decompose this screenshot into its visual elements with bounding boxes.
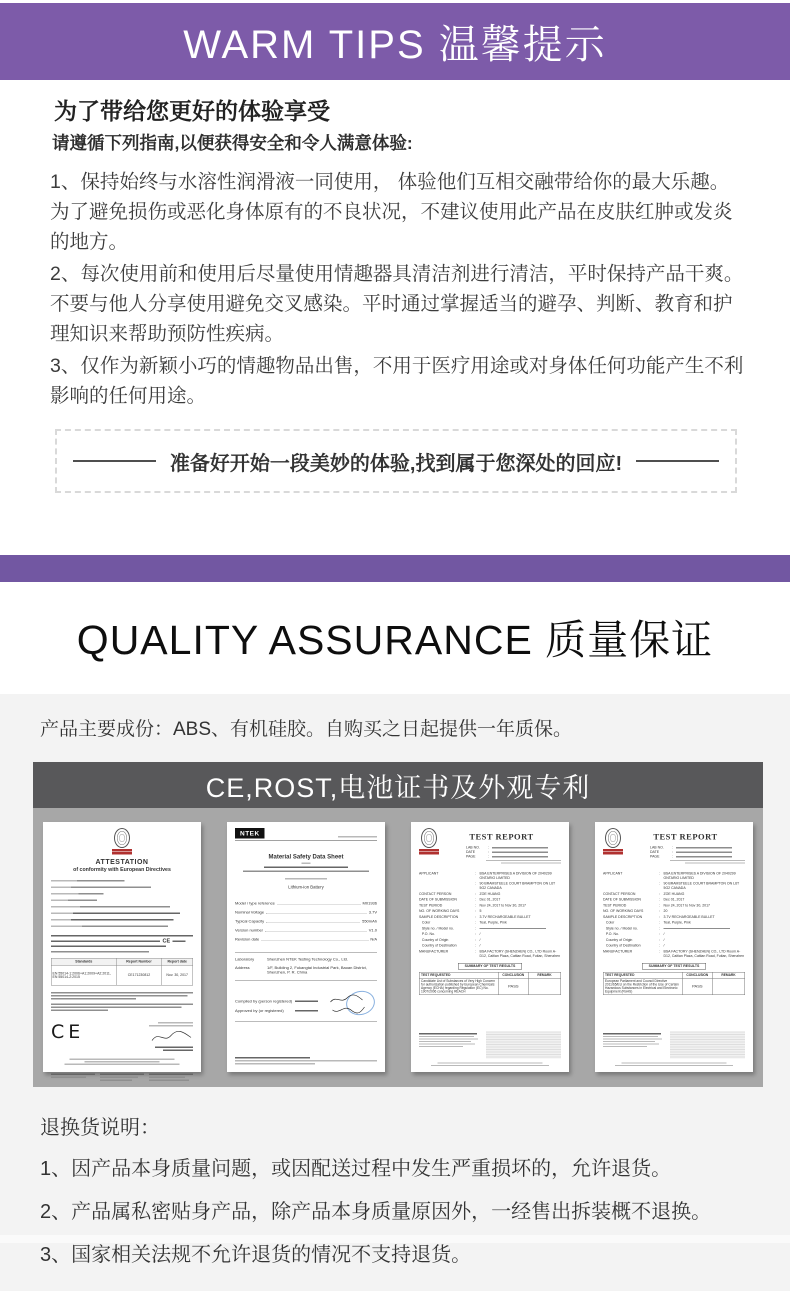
bureau-veritas-seal-icon <box>112 828 132 855</box>
test-report-field-row: DATE OF SUBMISSION : Dec 01, 2017 <box>419 898 501 902</box>
signature-icon <box>150 1030 193 1045</box>
tips-list <box>50 167 745 411</box>
tips-subheading: 请遵循下列指南,以便获得安全和令人满意体验: <box>52 133 413 153</box>
msds-signoff-row: Compiled by (person registered) <box>235 999 377 1004</box>
attestation-signature-block <box>138 1021 193 1053</box>
msds-signoff-row: Approved by (or registered) <box>235 1009 377 1014</box>
msds-spec-row: Nominal Voltage 3.7V <box>235 910 377 915</box>
test-report-fields <box>419 870 561 958</box>
test-report-field-row: APPLICANT : BSA ENTERPRISES A DIVISION OF 2040299 ONTARIO LIMITED <box>603 871 736 880</box>
msds-info-row: Laboratory Shenzhen NTEK Testing Technology Co., Ltd. <box>235 957 349 962</box>
attestation-footer-columns <box>51 1072 193 1083</box>
certificates-box <box>33 762 763 1087</box>
msds-product: Lithium-ion Battery <box>288 884 324 890</box>
ce-mark: CE <box>51 1020 85 1043</box>
test-report-field-row: MANUFACTURER : BSA FACTORY (SHENZHEN) CO., LTD Room A-D12, Caitian Plaza, Caitian Road, Futian, Shenzhen <box>603 949 745 958</box>
msds-spec-row: Model / type reference M01936 <box>235 901 377 906</box>
attestation-paragraph-lines <box>51 934 193 955</box>
msds-info-list <box>235 953 377 975</box>
summary-of-results-box: SUMMARY OF TEST RESULTS <box>642 963 706 970</box>
test-report-field-row: CONTACT PERSON : ZOE HUANG <box>603 892 685 896</box>
test-requested-cell: Candidate List of Substances of Very High Concern for authorization published by European Chemicals Agency (ECHA) regarding Regulation (EC) No. 1907/2006 concerning REACH <box>419 978 498 995</box>
test-report-field-row: TEST PERIOD : Nov 24, 2017 to Nov 30, 2017 <box>603 903 711 908</box>
test-report-field-row: Style no. / Model no. : <box>603 926 745 931</box>
purple-divider-band <box>0 555 790 582</box>
attestation-th-date: Report date <box>162 958 193 965</box>
msds-spec-row: Typical Capacity 550mAh <box>235 919 377 924</box>
attestation-report-number: CE171230812 <box>116 965 161 985</box>
test-report-field-row: Country of Origin : / <box>419 938 481 942</box>
msds-info-row: Address 1/F, Building 2, Fukangtai Industrial Park, Baoan District, Shenzhen, P. R. China <box>235 965 367 975</box>
msds-spec-row: Version number V1.0 <box>235 928 377 933</box>
test-requested-cell: European Parliament and Council Directive 2011/65/EU on the Restriction of the Use of Certain Hazardous Substances in Electrical and Electronic Equipment (RoHS) <box>603 978 682 995</box>
tip-item: 1、保持始终与水溶性润滑液一同使用， 体验他们互相交融带给你的最大乐趣。为了避免损伤或恶化身体原有的不良状况，不建议使用此产品在皮肤红肿或发炎的地方。 <box>50 171 733 253</box>
bureau-veritas-seal-icon <box>603 828 623 865</box>
test-report-field-row: Country of Destination : / <box>419 944 481 948</box>
test-report-field-row: CONTACT PERSON : ZOE HUANG <box>419 892 501 896</box>
certificate-msds <box>227 822 385 1072</box>
msds-footer-lines <box>235 1056 377 1067</box>
test-report-field-row: Style no. / Model no. : <box>419 926 561 931</box>
test-report-footer <box>603 1032 745 1059</box>
warm-tips-title: WARM TIPS 温馨提示 <box>183 23 607 67</box>
test-report-field-row: NO. OF WORKING DAYS : 20 <box>603 909 668 913</box>
test-report-field-row: Country of Destination : / <box>603 944 665 948</box>
test-report-field-row: P.O. No. : / <box>603 932 665 936</box>
certificate-test-report-1 <box>411 822 569 1072</box>
test-report-meta: LAB NO. : DATE : PAGE : <box>466 846 561 864</box>
returns-item: 2、产品属私密贴身产品，除产品本身质量原因外，一经售出拆装概不退换。 <box>40 1201 712 1223</box>
bureau-veritas-seal-icon <box>419 828 439 865</box>
ce-inline-mark: CE <box>162 938 171 944</box>
remark-cell <box>712 978 745 995</box>
banner-left-rule <box>73 460 156 462</box>
returns-item: 3、国家相关法规不允许退货的情况不支持退货。 <box>40 1244 472 1266</box>
test-report-field-row: MANUFACTURER : BSA FACTORY (SHENZHEN) CO., LTD Room A-D12, Caitian Plaza, Caitian Road, Futian, Shenzhen <box>419 949 561 958</box>
attestation-report-date: Nov. 30, 2017 <box>162 965 193 985</box>
msds-company-lines <box>235 860 377 880</box>
test-report-field-row: APPLICANT : BSA ENTERPRISES A DIVISION OF 2040299 ONTARIO LIMITED <box>419 871 552 880</box>
test-report-fields <box>603 870 745 958</box>
quality-assurance-title: QUALITY ASSURANCE 质量保证 <box>76 617 714 663</box>
attestation-th-number: Report Number <box>116 958 161 965</box>
returns-item: 1、因产品本身质量问题，或因配送过程中发生严重损坏的，允许退货。 <box>40 1158 672 1180</box>
test-report-field-row: DATE OF SUBMISSION : Dec 01, 2017 <box>603 898 685 902</box>
attestation-lower-lines <box>51 991 193 1013</box>
attestation-subtitle: of conformity with European Directives <box>73 866 171 873</box>
attestation-info-lines <box>51 877 193 929</box>
signature-icon <box>331 1003 366 1014</box>
ntek-logo: NTEK <box>235 828 265 839</box>
quality-assurance-section <box>0 582 790 694</box>
remark-cell <box>528 978 561 995</box>
msds-spec-list <box>235 897 377 942</box>
test-report-footer <box>419 1032 561 1059</box>
test-report-field-row: NO. OF WORKING DAYS : 5 <box>419 909 482 913</box>
msds-sign-zone <box>235 994 377 1013</box>
msds-ref-line <box>338 836 377 838</box>
attestation-title: ATTESTATION <box>95 857 149 866</box>
summary-of-results-box: SUMMARY OF TEST RESULTS <box>458 963 522 970</box>
conclusion-cell: PASS <box>682 978 712 995</box>
test-report-field-row: : 90 BRAMSTEELE COURT BRAMPTON ON L6T 5G2 CANADA <box>475 882 556 890</box>
test-report-field-row: P.O. No. : / <box>419 932 481 936</box>
test-report-meta: LAB NO. : DATE : PAGE : <box>650 846 745 864</box>
banner-right-rule <box>636 460 719 462</box>
test-report-field-row: Country of Origin : / <box>603 938 665 942</box>
certificates-box-header <box>33 762 763 808</box>
banner-text: 准备好开始一段美妙的体验,找到属于您深处的回应! <box>169 452 623 475</box>
test-report-field-row: SAMPLE DESCRIPTION : 3.7V RECHARGEABLE BULLET <box>419 915 531 919</box>
attestation-table <box>51 958 193 986</box>
materials-text: 产品主要成份：ABS、有机硅胶。自购买之日起提供一年质保。 <box>40 719 573 740</box>
test-report-field-row: TEST PERIOD : Nov 24, 2017 to Nov 30, 2017 <box>419 903 527 908</box>
conclusion-cell: PASS <box>498 978 528 995</box>
attestation-footnote-lines <box>51 1058 193 1067</box>
tips-heading: 为了带给您更好的体验享受 <box>54 98 330 124</box>
certificate-test-report-2 <box>595 822 753 1072</box>
attestation-standards: EN 55014-1:2006+A1:2009+A2:2011, EN 55014-2:2015 <box>51 965 116 985</box>
test-report-field-row: Color : Teal, Purple, Pink <box>603 921 691 925</box>
test-report-field-row: Color : Teal, Purple, Pink <box>419 921 507 925</box>
msds-title: Material Safety Data Sheet <box>268 853 344 860</box>
test-report-bottom-lines <box>431 1063 549 1067</box>
msds-spec-row: Revision date N/A <box>235 937 377 942</box>
test-report-table: TEST REQUESTED CONCLUSION REMARK Candidate List of Substances of Very High Concern for authorization published by European Chemicals Agency (ECHA) regarding Regulation (EC) No. 1907/2006 concerning REACH PASS <box>419 972 561 995</box>
warm-tips-header <box>0 3 790 80</box>
test-report-bottom-lines <box>615 1063 733 1067</box>
product-detail-page <box>0 3 790 1266</box>
tip-item: 2、每次使用前和使用后尽量使用情趣器具清洁剂进行清洁，平时保持产品干爽。不要与他人分享使用避免交叉感染。平时通过掌握适当的避孕、判断、教育和护理知识来帮助预防性疾病。 <box>50 263 744 345</box>
test-report-field-row: SAMPLE DESCRIPTION : 3.7V RECHARGEABLE BULLET <box>603 915 715 919</box>
certificates-row <box>33 808 763 1087</box>
tip-item: 3、仅作为新颖小巧的情趣物品出售，不用于医疗用途或对身体任何功能产生不利影响的任何用途。 <box>50 355 744 407</box>
bottom-strip <box>0 1235 790 1243</box>
returns-heading: 退换货说明： <box>40 1117 160 1139</box>
experience-banner <box>55 429 737 493</box>
certificate-ce-attestation <box>43 822 201 1072</box>
test-report-field-row: : 90 BRAMSTEELE COURT BRAMPTON ON L6T 5G2 CANADA <box>659 882 740 890</box>
returns-section <box>0 1087 790 1277</box>
test-report-title: TEST REPORT <box>469 832 534 842</box>
tips-section <box>0 80 790 493</box>
certificates-box-title: CE,ROST,电池证书及外观专利 <box>205 772 591 803</box>
lower-gray-section <box>0 694 790 1291</box>
test-report-title: TEST REPORT <box>653 832 718 842</box>
returns-list <box>40 1148 790 1277</box>
test-report-table: TEST REQUESTED CONCLUSION REMARK European Parliament and Council Directive 2011/65/EU on the Restriction of the Use of Certain Hazardous Substances in Electrical and Electronic Equipment (RoHS) PASS <box>603 972 745 995</box>
attestation-th-standards: Standards <box>51 958 116 965</box>
